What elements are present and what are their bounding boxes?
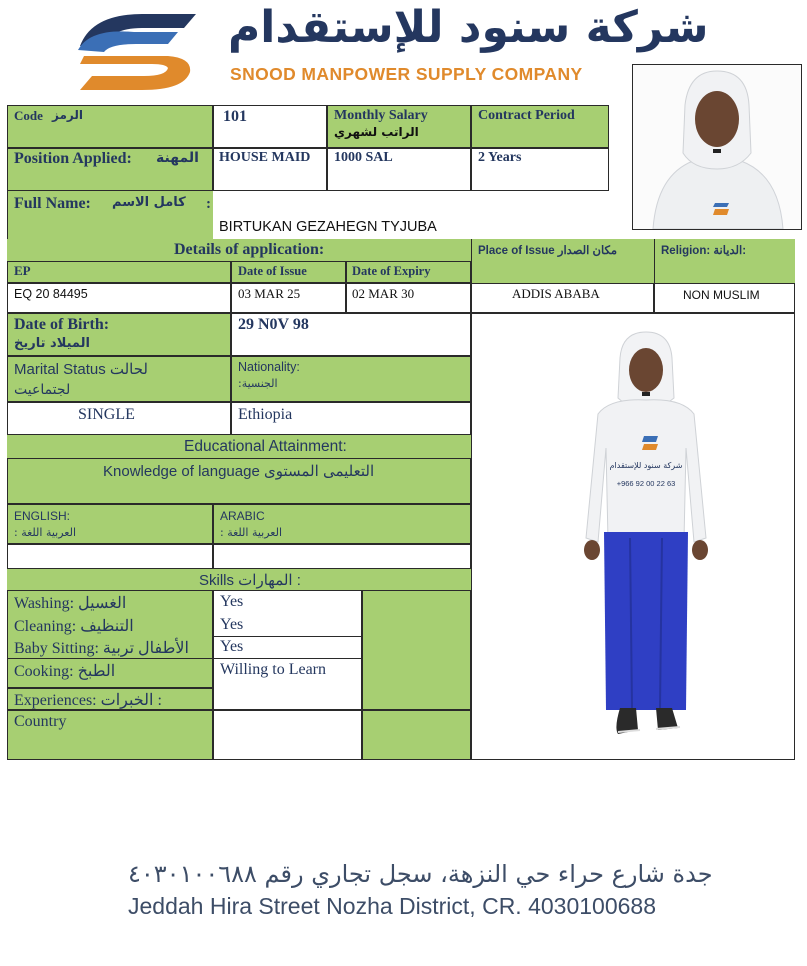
arabic-label-arabic: العربية اللغة : [220, 526, 283, 539]
full-name-value: BIRTUKAN GEZAHEGN TYJUBA [219, 219, 437, 235]
skill-washing-label: Washing: الغسيل [14, 595, 127, 612]
company-name-english: SNOOD MANPOWER SUPPLY COMPANY [230, 64, 583, 84]
dob-label: Date of Birth: [14, 316, 110, 333]
english-label-arabic: العربية اللغة : [14, 526, 77, 539]
english-label: ENGLISH: [14, 509, 71, 523]
arabic-value-cell [213, 544, 471, 569]
code-label: Code [14, 108, 43, 123]
nationality-label-arabic: الجنسية: [238, 377, 278, 390]
salary-label-arabic: الراتب لشهري [334, 125, 419, 139]
full-name-label: Full Name: [14, 195, 91, 212]
full-name-label-arabic: كامل الاسم [112, 195, 186, 210]
details-heading: Details of application: [174, 241, 325, 258]
issue-date-label: Date of Issue [238, 264, 307, 278]
nationality-value: Ethiopia [238, 406, 293, 423]
marital-label-line1: Marital Status لحالت [14, 361, 148, 378]
shirt-brand-text: شركة سنود للإستقدام [609, 461, 683, 470]
dob-label-arabic: الميلاد تاريخ [14, 336, 90, 351]
country-label: Country [14, 713, 67, 730]
marital-label-line2: لجتماعيت [14, 382, 71, 398]
contract-value: 2 Years [478, 150, 522, 165]
language-knowledge-label: Knowledge of language التعليمى المستوى [103, 463, 375, 480]
contract-label: Contract Period [478, 108, 575, 123]
position-label: Position Applied: [14, 150, 132, 167]
skill-baby-sitting-label: Baby Sitting: الأطفال تربية [14, 640, 189, 657]
skill-baby-sitting-value: Yes [220, 638, 244, 655]
salary-value: 1000 SAL [334, 150, 393, 165]
skill-washing-value: Yes [220, 593, 244, 610]
full-name-colon: : [206, 196, 211, 212]
ep-label-cell [7, 261, 231, 283]
religion-value: NON MUSLIM [683, 288, 760, 302]
skill-cooking-value: Willing to Learn [220, 661, 326, 678]
company-name-arabic: شركة سنود للإستقدام [228, 2, 709, 53]
education-heading: Educational Attainment: [184, 438, 347, 455]
company-logo-mark [72, 6, 202, 94]
skill-cleaning-value: Yes [220, 616, 244, 633]
skills-row-divider [7, 658, 362, 659]
code-value: 101 [223, 108, 247, 125]
applicant-full-body-photo [570, 328, 720, 742]
religion-label: Religion: الديانة: [661, 245, 747, 257]
skill-cleaning-label: Cleaning: التنظيف [14, 618, 134, 635]
place-of-issue-label: Place of Issue مكان الصدار [478, 245, 618, 257]
salary-label: Monthly Salary [334, 108, 428, 123]
footer-address-arabic: جدة شارع حراء حي النزهة، سجل تجاري رقم ٤٠٣٠١٠٠٦٨٨ [128, 860, 713, 888]
ep-value: EQ 20 84495 [14, 287, 88, 301]
expiry-date-value: 02 MAR 30 [352, 286, 415, 301]
nationality-label: Nationality: [238, 360, 300, 374]
english-value-cell [7, 544, 213, 569]
footer-address-english: Jeddah Hira Street Nozha District, CR. 4030100688 [128, 893, 657, 919]
experiences-label: Experiences: الخبرات : [14, 692, 162, 709]
dob-value: 29 N0V 98 [238, 316, 309, 333]
country-extra-cell [362, 710, 471, 760]
expiry-date-label: Date of Expiry [352, 264, 431, 278]
arabic-label: ARABIC [220, 509, 265, 523]
ep-label: EP [14, 263, 31, 278]
country-value-cell [213, 710, 362, 760]
shirt-phone-text: +966 92 00 22 63 [616, 479, 676, 488]
skills-heading: Skills المهارات : [199, 572, 301, 589]
skills-extra-column [362, 590, 471, 710]
position-label-arabic: المهنة [156, 150, 199, 166]
applicant-portrait-photo [632, 64, 802, 230]
issue-date-value: 03 MAR 25 [238, 286, 301, 301]
code-label-arabic: الرمز [52, 108, 83, 122]
place-of-issue-value: ADDIS ABABA [512, 286, 600, 301]
skills-row-divider [213, 636, 362, 637]
marital-value: SINGLE [78, 406, 135, 423]
skill-cooking-label: Cooking: الطبخ [14, 663, 116, 680]
position-value: HOUSE MAID [219, 150, 311, 165]
